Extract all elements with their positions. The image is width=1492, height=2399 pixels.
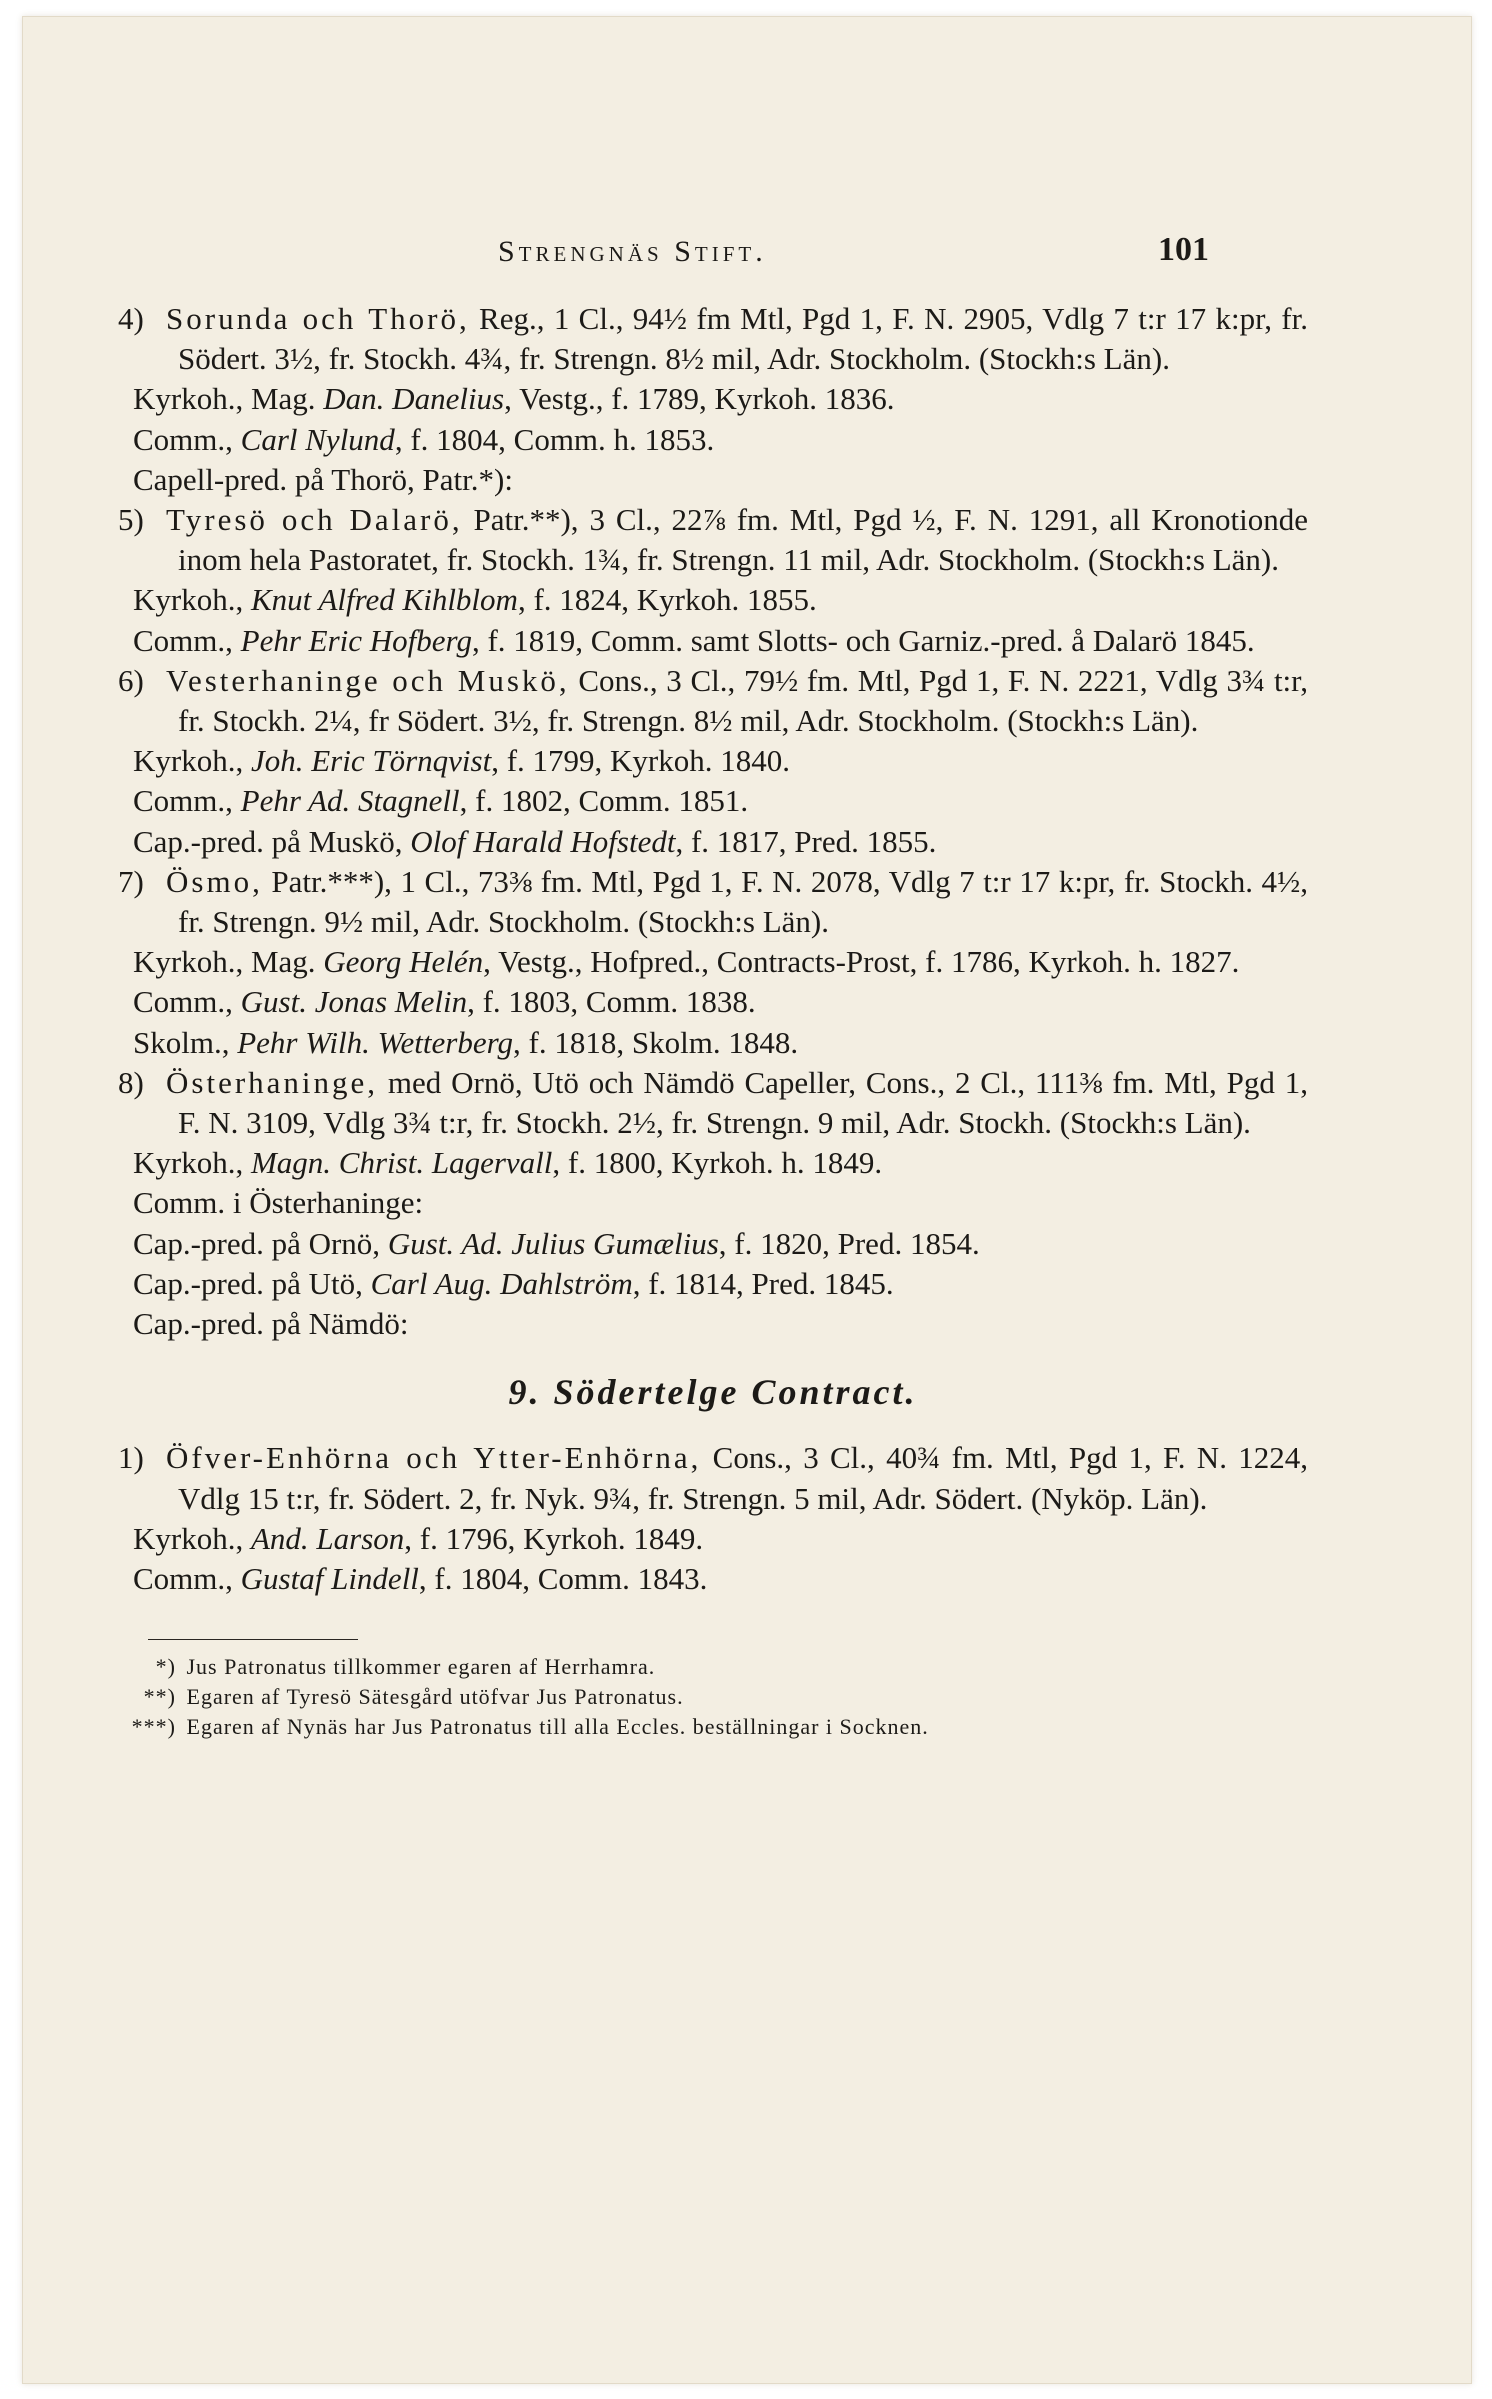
entry-number: 1) xyxy=(118,1440,144,1476)
clergy-title: Comm., xyxy=(133,783,241,819)
clergy-details: , f. 1804, Comm. h. 1853. xyxy=(394,421,715,457)
entry-number: 8) xyxy=(118,1064,144,1100)
parish-entry xyxy=(118,862,1308,942)
contract-heading: 9. Södertelge Contract. xyxy=(508,1372,918,1413)
clergy-details: , f. 1799, Kyrkoh. 1840. xyxy=(491,743,791,779)
page-body xyxy=(118,299,1308,1742)
clergy-name: Knut Alfred Kihlblom xyxy=(250,582,518,618)
clergy-line xyxy=(118,1519,1308,1559)
parish-name: Österhaninge, xyxy=(166,1064,379,1100)
clergy-details: , f. 1820, Pred. 1854. xyxy=(718,1225,980,1261)
clergy-name: Pehr Wilh. Wetterberg xyxy=(237,1024,514,1060)
footnote-text: Egaren af Tyresö Sätesgård utöfvar Jus Patronatus. xyxy=(180,1684,684,1710)
clergy-line xyxy=(118,741,1308,781)
footnote-rule xyxy=(148,1639,358,1640)
parish-details: Patr.***), 1 Cl., 73⅜ fm. Mtl, Pgd 1, F. N. 2078, Vdlg 7 t:r 17 k:pr, fr. Stockh. 4½, fr. Strengn. 9½ mil, Adr. Stockholm. (Stockh:s Län). xyxy=(178,863,1308,940)
footnote-mark: ***) xyxy=(131,1714,176,1740)
clergy-title: Comm., xyxy=(133,421,241,457)
clergy-title: Cap.-pred. på Utö, xyxy=(133,1265,371,1301)
clergy-details: , f. 1817, Pred. 1855. xyxy=(675,823,937,859)
clergy-line xyxy=(118,379,1308,419)
parish-name: Tyresö och Dalarö, xyxy=(166,502,463,538)
entry-number: 5) xyxy=(118,502,144,538)
clergy-title: Kyrkoh., xyxy=(133,1145,251,1181)
clergy-details: , f. 1803, Comm. 1838. xyxy=(467,984,756,1020)
clergy-line xyxy=(118,982,1308,1022)
clergy-name: Magn. Christ. Lagervall xyxy=(250,1145,553,1181)
clergy-details: , f. 1804, Comm. 1843. xyxy=(418,1561,708,1597)
parish-entry xyxy=(118,500,1308,580)
entry-number: 4) xyxy=(118,301,144,336)
entry-number: 7) xyxy=(118,863,144,899)
footnote-text: Egaren af Nynäs har Jus Patronatus till alla Eccles. beställningar i Socknen. xyxy=(180,1714,929,1740)
running-title: Strengnäs Stift. xyxy=(498,235,767,268)
footnote-mark: **) xyxy=(143,1684,176,1710)
clergy-title: Kyrkoh., xyxy=(133,743,251,779)
clergy-line xyxy=(118,1183,1308,1223)
clergy-name: Carl Aug. Dahlström xyxy=(370,1265,633,1301)
clergy-details: , f. 1824, Kyrkoh. 1855. xyxy=(517,582,817,618)
clergy-title: Capell-pred. på Thorö, Patr.*): xyxy=(133,461,513,497)
footnote-mark: *) xyxy=(155,1654,176,1680)
clergy-name: Pehr Ad. Stagnell xyxy=(240,783,460,819)
clergy-name: Joh. Eric Törnqvist xyxy=(250,743,492,779)
footnote xyxy=(118,1682,1308,1712)
clergy-title: Skolm., xyxy=(133,1024,238,1060)
parish-details: Cons., 3 Cl., 40¾ fm. Mtl, Pgd 1, F. N. 1224, Vdlg 15 t:r, fr. Södert. 2, fr. Nyk. 9¾, fr. Strengn. 5 mil, Adr. Södert. (Nyköp. Län). xyxy=(178,1440,1308,1516)
clergy-details: , f. 1819, Comm. samt Slotts- och Garniz.-pred. å Dalarö 1845. xyxy=(471,622,1255,658)
parish-name: Sorunda och Thorö, xyxy=(166,301,470,336)
clergy-line xyxy=(118,420,1308,460)
entry-number: 6) xyxy=(118,662,144,698)
parish-details: med Ornö, Utö och Nämdö Capeller, Cons., 2 Cl., 111⅜ fm. Mtl, Pgd 1, F. N. 3109, Vdlg 3¾ t:r, fr. Stockh. 2½, fr. Strengn. 9 mil, Adr. Stockh. (Stockh:s Län). xyxy=(178,1064,1308,1141)
clergy-details: , f. 1814, Pred. 1845. xyxy=(632,1265,894,1301)
clergy-name: Gust. Ad. Julius Gumælius xyxy=(387,1225,719,1261)
parish-details: Reg., 1 Cl., 94½ fm Mtl, Pgd 1, F. N. 2905, Vdlg 7 t:r 17 k:pr, fr. Södert. 3½, fr. Stockh. 4¾, fr. Strengn. 8½ mil, Adr. Stockholm. (Stockh:s Län). xyxy=(178,301,1308,377)
clergy-name: Georg Helén xyxy=(323,944,484,980)
footnote xyxy=(118,1712,1308,1742)
clergy-title: Comm., xyxy=(133,984,241,1020)
clergy-name: Olof Harald Hofstedt xyxy=(410,823,676,859)
parish-list xyxy=(118,299,1308,1344)
footnote xyxy=(118,1652,1308,1682)
clergy-line xyxy=(118,580,1308,620)
clergy-line xyxy=(118,1559,1308,1599)
clergy-line xyxy=(118,1023,1308,1063)
page-number: 101 xyxy=(1158,231,1209,268)
clergy-line xyxy=(118,1143,1308,1183)
clergy-title: Comm., xyxy=(133,1561,241,1597)
clergy-title: Cap.-pred. på Ornö, xyxy=(133,1225,388,1261)
clergy-name: Carl Nylund xyxy=(240,421,395,457)
clergy-title: Cap.-pred. på Muskö, xyxy=(133,823,411,859)
clergy-line xyxy=(118,1304,1308,1344)
clergy-title: Kyrkoh., xyxy=(133,582,251,618)
book-page xyxy=(22,16,1472,2384)
clergy-line xyxy=(118,822,1308,862)
clergy-name: Gustaf Lindell xyxy=(240,1561,419,1597)
clergy-details: , f. 1818, Skolm. 1848. xyxy=(513,1024,799,1060)
running-header xyxy=(23,231,1471,275)
parish-entry xyxy=(118,299,1308,379)
parish-list-second xyxy=(118,1438,1308,1599)
clergy-title: Comm. i Österhaninge: xyxy=(133,1185,424,1221)
parish-name: Öfver-Enhörna och Ytter-Enhörna, xyxy=(166,1440,702,1476)
clergy-name: Dan. Danelius xyxy=(323,381,505,417)
clergy-line xyxy=(118,621,1308,661)
clergy-title: Kyrkoh., Mag. xyxy=(133,944,324,980)
parish-entry xyxy=(118,1063,1308,1143)
clergy-details: , Vestg., f. 1789, Kyrkoh. 1836. xyxy=(504,381,895,417)
parish-entry xyxy=(118,1438,1308,1518)
footnote-text: Jus Patronatus tillkommer egaren af Herrhamra. xyxy=(180,1654,656,1680)
footnotes xyxy=(118,1652,1308,1742)
clergy-line xyxy=(118,781,1308,821)
clergy-line xyxy=(118,1224,1308,1264)
clergy-name: And. Larson xyxy=(250,1520,405,1556)
clergy-line xyxy=(118,460,1308,500)
clergy-details: , f. 1796, Kyrkoh. 1849. xyxy=(404,1520,704,1556)
clergy-details: , f. 1800, Kyrkoh. h. 1849. xyxy=(552,1145,883,1181)
parish-name: Vesterhaninge och Muskö, xyxy=(166,662,570,698)
clergy-details: , Vestg., Hofpred., Contracts-Prost, f. 1786, Kyrkoh. h. 1827. xyxy=(483,944,1240,980)
clergy-title: Kyrkoh., xyxy=(133,1520,251,1556)
clergy-name: Pehr Eric Hofberg xyxy=(240,622,472,658)
parish-details: Cons., 3 Cl., 79½ fm. Mtl, Pgd 1, F. N. 2221, Vdlg 3¾ t:r, fr. Stockh. 2¼, fr Södert. 3½, fr. Strengn. 8½ mil, Adr. Stockholm. (Stockh:s Län). xyxy=(178,662,1309,739)
clergy-title: Comm., xyxy=(133,622,241,658)
parish-entry xyxy=(118,661,1308,741)
clergy-title: Cap.-pred. på Nämdö: xyxy=(133,1306,409,1342)
parish-details: Patr.**), 3 Cl., 22⅞ fm. Mtl, Pgd ½, F. N. 1291, all Kronotionde inom hela Pastoratet, fr. Stockh. 1¾, fr. Strengn. 11 mil, Adr. Stockholm. (Stockh:s Län). xyxy=(178,502,1308,578)
clergy-title: Kyrkoh., Mag. xyxy=(133,381,324,417)
clergy-details: , f. 1802, Comm. 1851. xyxy=(459,783,749,819)
clergy-line xyxy=(118,942,1308,982)
parish-name: Ösmo, xyxy=(166,863,263,899)
clergy-name: Gust. Jonas Melin xyxy=(240,984,468,1020)
clergy-line xyxy=(118,1264,1308,1304)
